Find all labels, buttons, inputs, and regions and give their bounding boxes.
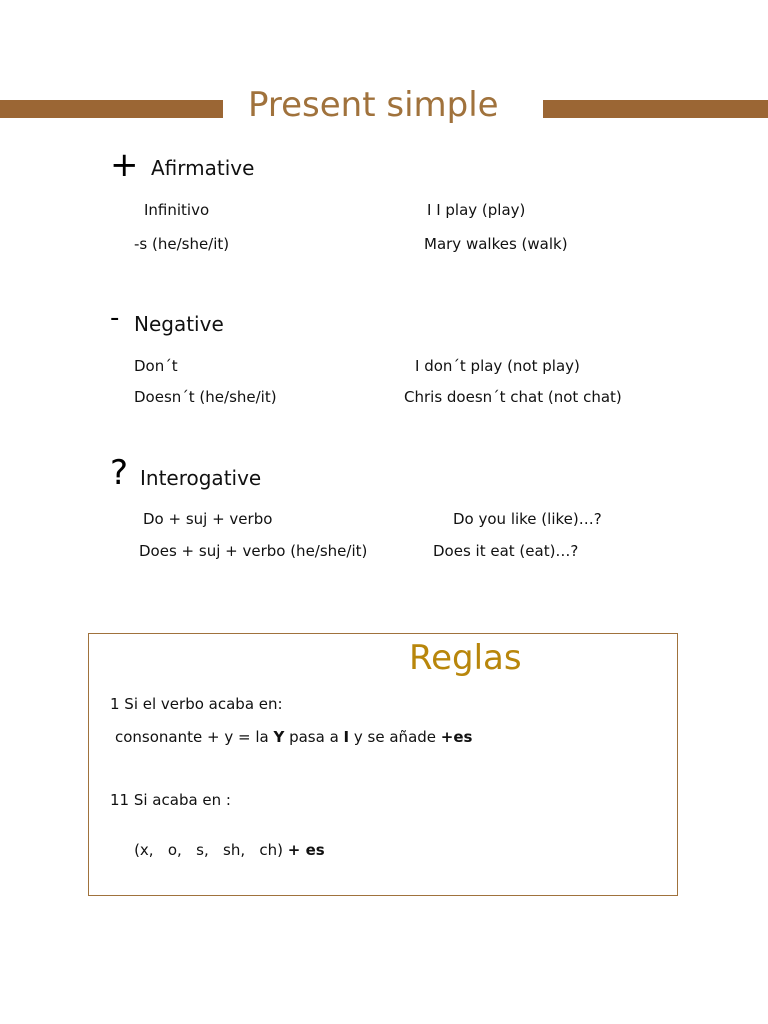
- plus-symbol: +: [110, 145, 139, 185]
- question-symbol: ?: [110, 453, 129, 493]
- rule-1-intro: 1 Si el verbo acaba en:: [110, 695, 283, 713]
- rule-1-ending: +es: [440, 728, 473, 746]
- interrogative-row-2-left: Does + suj + verbo (he/she/it): [139, 542, 368, 560]
- rule-1-part-c: pasa a: [284, 728, 344, 746]
- negative-row-2-right: Chris doesn´t chat (not chat): [404, 388, 622, 406]
- affirmative-row-1-left: Infinitivo: [144, 201, 210, 219]
- title-bar-left: [0, 100, 223, 118]
- affirmative-row-1-right: I I play (play): [427, 201, 526, 219]
- rules-title: Reglas: [409, 638, 522, 678]
- affirmative-row-2-right: Mary walkes (walk): [424, 235, 568, 253]
- interrogative-row-2-right: Does it eat (eat)…?: [433, 542, 579, 560]
- negative-row-2-left: Doesn´t (he/she/it): [134, 388, 277, 406]
- title-bar-right: [543, 100, 768, 118]
- rule-1-letter-y: Y: [273, 728, 285, 746]
- rule-2-letters: (x, o, s, sh, ch): [134, 841, 288, 859]
- affirmative-heading: Afirmative: [151, 156, 255, 180]
- rule-1-part-e: y se añade: [349, 728, 441, 746]
- affirmative-row-2-left: -s (he/she/it): [134, 235, 230, 253]
- minus-symbol: -: [110, 303, 120, 333]
- rule-1-letter-i: I: [343, 728, 350, 746]
- interrogative-row-1-right: Do you like (like)…?: [453, 510, 602, 528]
- rule-1-text: [115, 728, 472, 746]
- negative-row-1-left: Don´t: [134, 357, 178, 375]
- page-title: Present simple: [248, 85, 499, 125]
- rule-2-text: [115, 823, 325, 877]
- rule-2-ending: + es: [287, 841, 325, 859]
- interrogative-row-1-left: Do + suj + verbo: [143, 510, 273, 528]
- rules-box: [88, 633, 678, 896]
- negative-heading: Negative: [134, 312, 224, 336]
- rule-2-intro: 11 Si acaba en :: [110, 791, 231, 809]
- interrogative-heading: Interogative: [140, 466, 262, 490]
- negative-row-1-right: I don´t play (not play): [415, 357, 580, 375]
- rule-1-part-a: consonante + y = la: [115, 728, 274, 746]
